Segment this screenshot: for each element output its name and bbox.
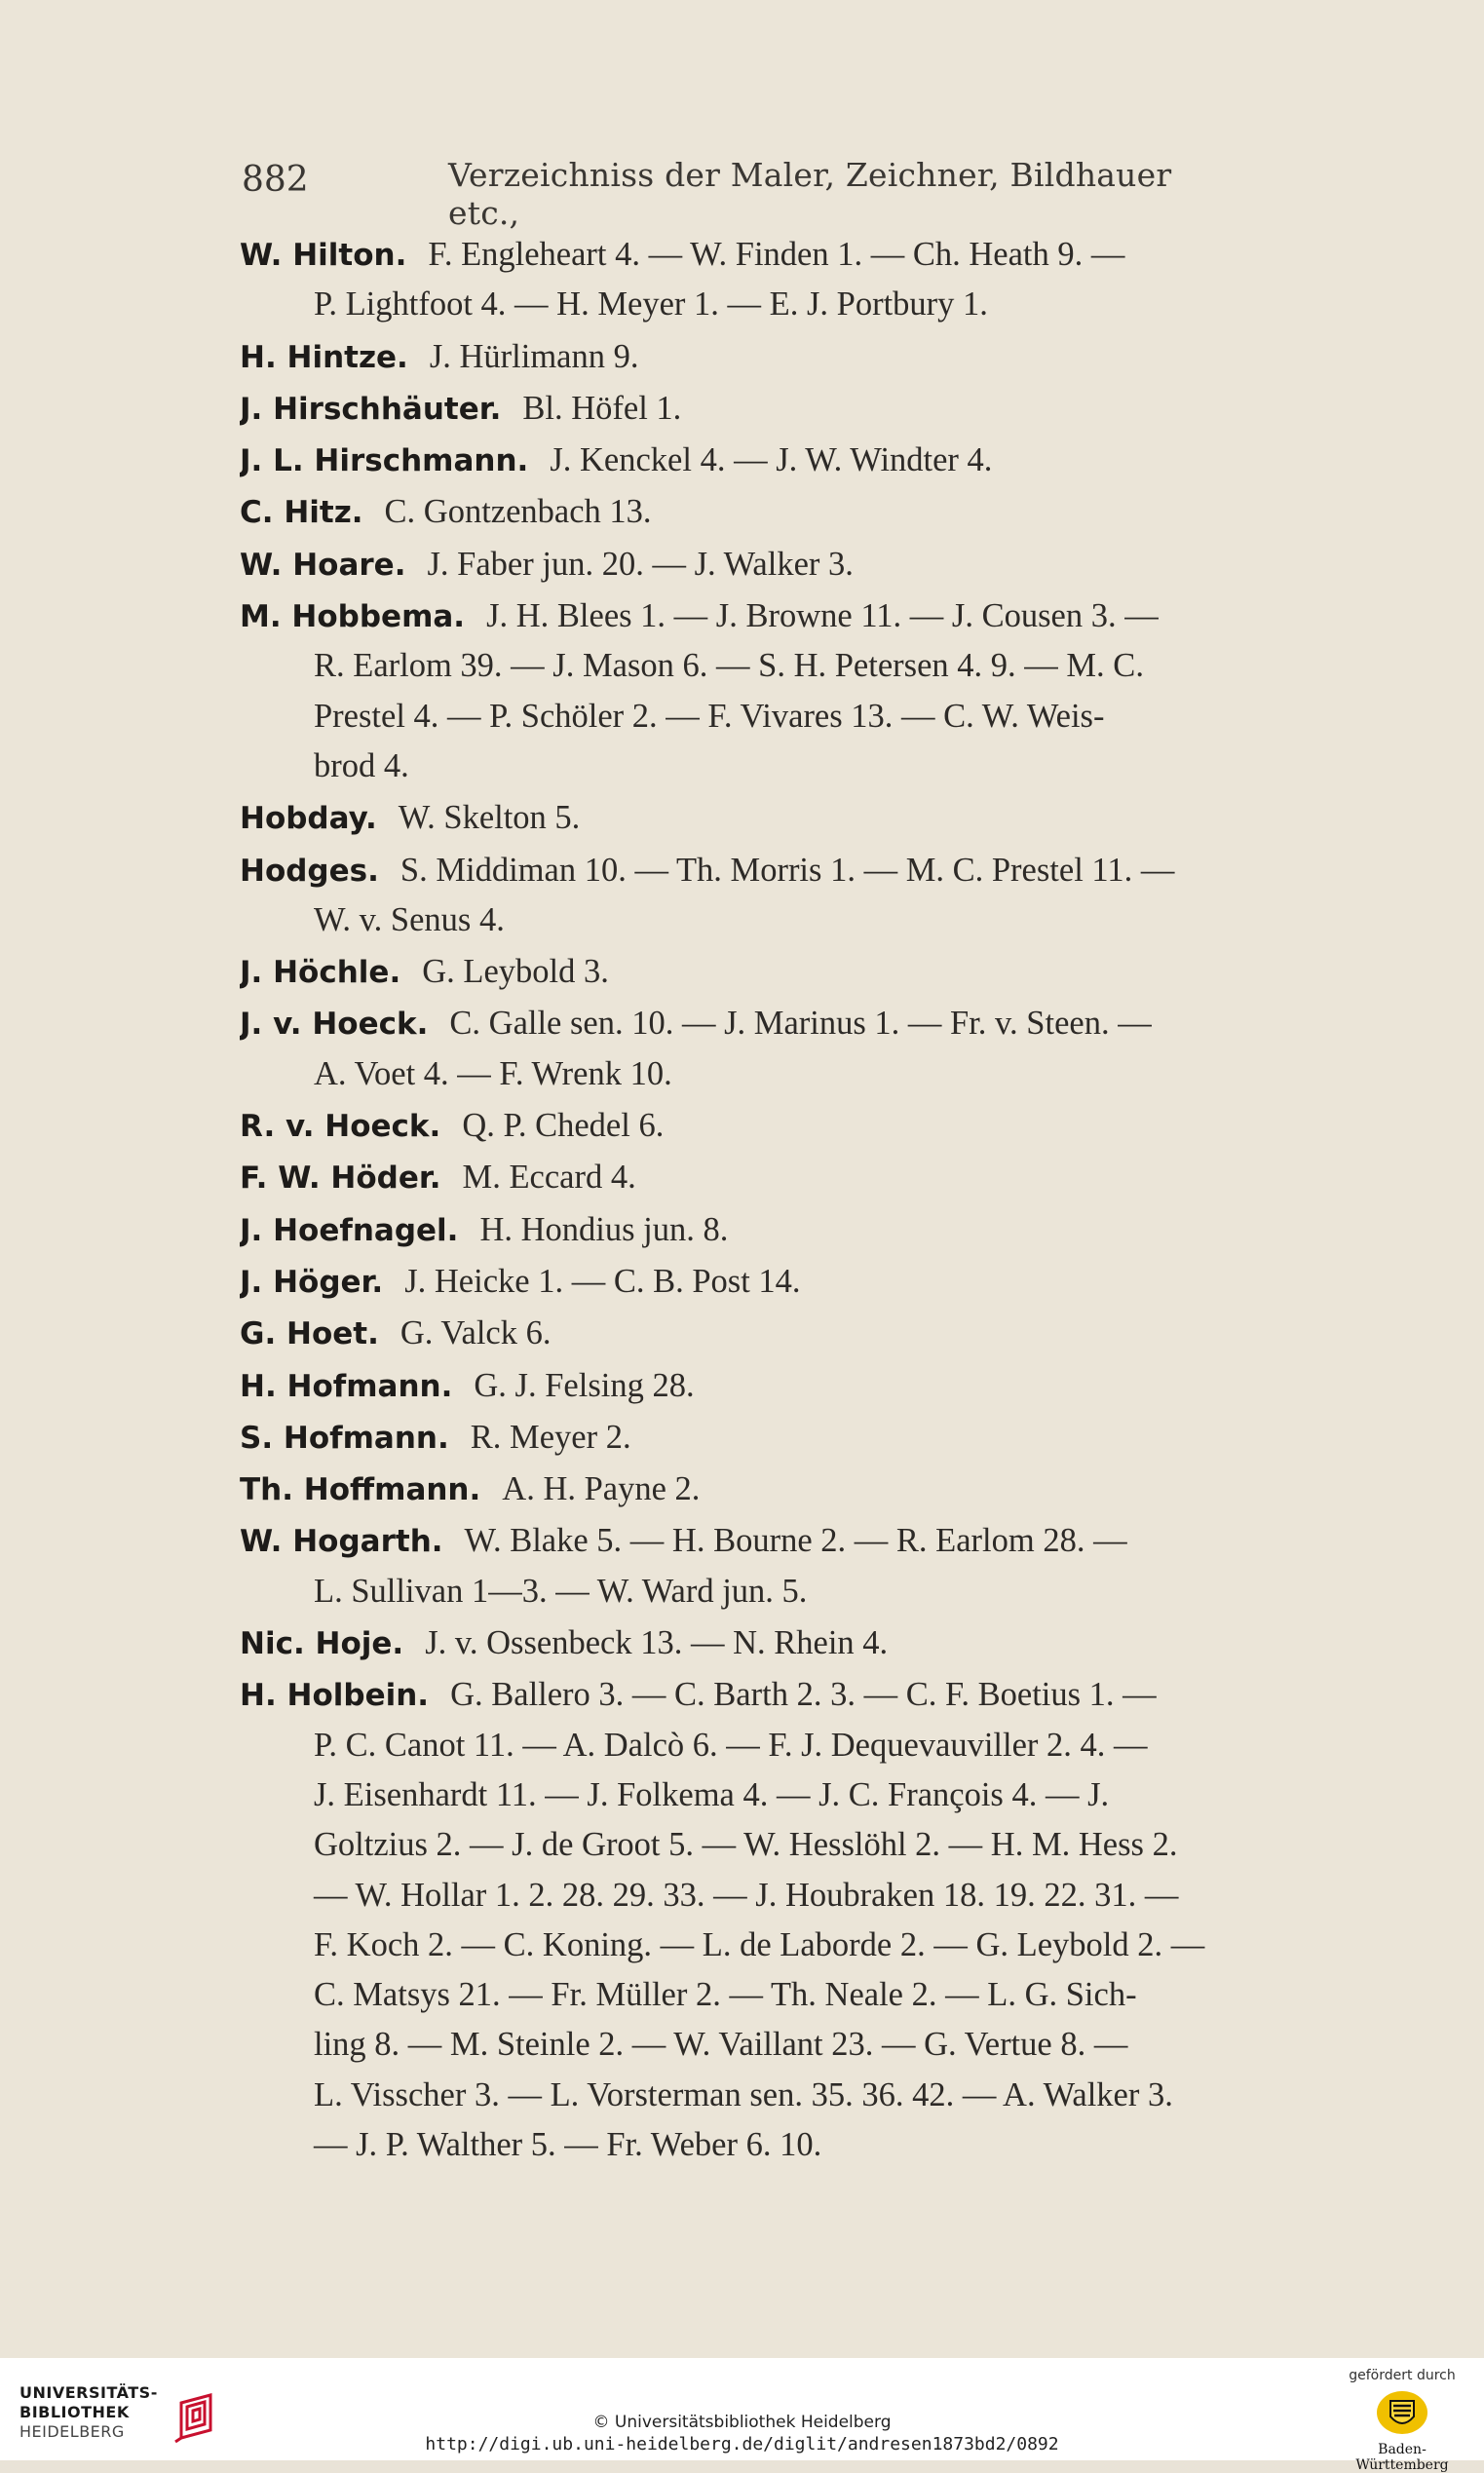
engraver-list: W. Skelton 5.: [398, 799, 581, 837]
index-entry: [240, 384, 1347, 434]
sponsor-block[interactable]: [1334, 2368, 1470, 2473]
copyright-notice: © Universitätsbibliothek Heidelberg: [592, 2413, 892, 2432]
index-entry: [240, 1205, 1347, 1255]
index-entry: [240, 591, 1347, 791]
index-entry: [240, 1618, 1347, 1668]
index-entry: [240, 1257, 1347, 1307]
engraver-list: G. J. Felsing 28.: [474, 1366, 695, 1404]
engraver-list: — J. P. Walther 5. — Fr. Weber 6. 10.: [314, 2125, 822, 2163]
index-entry: [240, 1413, 1347, 1463]
entry-continuation-line: [240, 2020, 1347, 2070]
index-entry: [240, 846, 1347, 946]
engraver-list: L. Visscher 3. — L. Vorsterman sen. 35. 36. 42. — A. Walker 3.: [314, 2075, 1173, 2113]
entry-continuation-line: [240, 2120, 1347, 2170]
engraver-list: P. Lightfoot 4. — H. Meyer 1. — E. J. Portbury 1.: [314, 285, 988, 323]
entry-first-line: [240, 1309, 1347, 1358]
index-entry: [240, 436, 1347, 485]
index-entry: [240, 332, 1347, 382]
engraver-list: J. H. Blees 1. — J. Browne 11. — J. Cousen 3. —: [486, 597, 1159, 635]
artist-name: G. Hoet.: [240, 1316, 379, 1352]
entry-first-line: [240, 1618, 1347, 1668]
entry-continuation-line: [240, 280, 1347, 329]
entry-continuation-line: [240, 1049, 1347, 1099]
artist-name: J. Höchle.: [240, 955, 401, 991]
index-entry: [240, 1670, 1347, 2170]
entry-first-line: [240, 436, 1347, 485]
entry-first-line: [240, 540, 1347, 590]
engraver-list: J. Eisenhardt 11. — J. Folkema 4. — J. C. François 4. — J.: [314, 1775, 1110, 1813]
engraver-list: C. Gontzenbach 13.: [384, 493, 652, 531]
engraver-list: R. Earlom 39. — J. Mason 6. — S. H. Petersen 4. 9. — M. C.: [314, 647, 1144, 685]
index-entry: [240, 793, 1347, 843]
entry-first-line: [240, 1205, 1347, 1255]
entry-first-line: [240, 1670, 1347, 1720]
library-name-line: HEIDELBERG: [19, 2422, 125, 2441]
entry-continuation-line: [240, 692, 1347, 742]
entry-continuation-line: [240, 1721, 1347, 1770]
artist-name: H. Hofmann.: [240, 1368, 453, 1404]
artist-name: H. Hintze.: [240, 339, 408, 375]
entry-first-line: [240, 1257, 1347, 1307]
entry-continuation-line: [240, 895, 1347, 945]
entry-first-line: [240, 1465, 1347, 1514]
entry-first-line: [240, 1516, 1347, 1566]
entry-first-line: [240, 487, 1347, 537]
artist-name: F. W. Höder.: [240, 1160, 441, 1197]
library-name-line: BIBLIOTHEK: [19, 2403, 130, 2421]
engraver-list: Prestel 4. — P. Schöler 2. — F. Vivares 13. — C. W. Weis-: [314, 697, 1105, 735]
index-entry: [240, 540, 1347, 590]
engraver-list: H. Hondius jun. 8.: [479, 1210, 729, 1248]
entry-first-line: [240, 999, 1347, 1048]
entry-continuation-line: [240, 1921, 1347, 1970]
artist-name: Hobday.: [240, 801, 377, 837]
library-name-line: UNIVERSITÄTS-: [19, 2383, 158, 2402]
index-entry: [240, 1309, 1347, 1358]
artist-name: W. Hogarth.: [240, 1524, 443, 1560]
engraver-list: Q. P. Chedel 6.: [462, 1107, 665, 1145]
artist-name: J. v. Hoeck.: [240, 1007, 429, 1043]
artist-name: C. Hitz.: [240, 495, 363, 531]
entry-first-line: [240, 846, 1347, 895]
entry-continuation-line: [240, 641, 1347, 691]
index-entry: [240, 1101, 1347, 1151]
index-entry: [240, 230, 1347, 330]
index-entry: [240, 487, 1347, 537]
entry-first-line: [240, 1361, 1347, 1411]
artist-name: Nic. Hoje.: [240, 1626, 404, 1662]
entry-continuation-line: [240, 742, 1347, 791]
entry-first-line: [240, 591, 1347, 641]
entry-first-line: [240, 384, 1347, 434]
page-number: 882: [242, 160, 309, 200]
engraver-list: C. Matsys 21. — Fr. Müller 2. — Th. Neale 2. — L. G. Sich-: [314, 1976, 1137, 2014]
engraver-list: L. Sullivan 1—3. — W. Ward jun. 5.: [314, 1572, 808, 1610]
state-coat-of-arms-icon: [1373, 2387, 1431, 2438]
engraver-list: C. Galle sen. 10. — J. Marinus 1. — Fr. v. Steen. —: [449, 1005, 1152, 1043]
engraver-list: J. v. Ossenbeck 13. — N. Rhein 4.: [425, 1624, 889, 1662]
entry-first-line: [240, 947, 1347, 997]
artist-name: J. Höger.: [240, 1264, 384, 1300]
entry-continuation-line: [240, 1970, 1347, 2020]
sponsor-name: Baden-Württemberg: [1355, 2442, 1449, 2473]
artist-name: S. Hofmann.: [240, 1420, 449, 1456]
footer-bar: [0, 2358, 1484, 2473]
artist-name: J. Hoefnagel.: [240, 1212, 459, 1248]
engraver-list: P. C. Canot 11. — A. Dalcò 6. — F. J. Dequevauviller 2. 4. —: [314, 1726, 1148, 1764]
running-title: Verzeichniss der Maler, Zeichner, Bildhauer etc.,: [448, 156, 1172, 232]
engraver-list: J. Kenckel 4. — J. W. Windter 4.: [550, 441, 993, 479]
engraver-list: W. Blake 5. — H. Bourne 2. — R. Earlom 28. —: [464, 1522, 1127, 1560]
artist-name: H. Holbein.: [240, 1678, 430, 1714]
entry-first-line: [240, 1413, 1347, 1463]
engraver-list: G. Leybold 3.: [422, 953, 609, 991]
engraver-list: J. Heicke 1. — C. B. Post 14.: [404, 1262, 801, 1300]
entry-continuation-line: [240, 1871, 1347, 1921]
entry-continuation-line: [240, 2071, 1347, 2120]
artist-name: R. v. Hoeck.: [240, 1109, 441, 1145]
sponsor-label: gefördert durch: [1349, 2368, 1456, 2383]
artist-name: J. Hirschhäuter.: [240, 391, 502, 427]
entry-continuation-line: [240, 1770, 1347, 1820]
artist-name: Hodges.: [240, 853, 379, 889]
index-entry: [240, 999, 1347, 1099]
engraver-list: W. v. Senus 4.: [314, 900, 505, 938]
entry-first-line: [240, 1153, 1347, 1202]
engraver-list: Bl. Höfel 1.: [522, 389, 682, 427]
entry-first-line: [240, 793, 1347, 843]
artist-name: M. Hobbema.: [240, 599, 466, 635]
artist-name: W. Hilton.: [240, 238, 407, 273]
entry-first-line: [240, 1101, 1347, 1151]
permalink-url[interactable]: http://digi.ub.uni-heidelberg.de/diglit/andresen1873bd2/0892: [425, 2434, 1059, 2454]
artist-index-list: [240, 230, 1347, 2172]
artist-name: Th. Hoffmann.: [240, 1472, 481, 1508]
engraver-list: ling 8. — M. Steinle 2. — W. Vaillant 23. — G. Vertue 8. —: [314, 2026, 1128, 2064]
engraver-list: S. Middiman 10. — Th. Morris 1. — M. C. Prestel 11. —: [400, 851, 1175, 889]
engraver-list: brod 4.: [314, 746, 409, 784]
entry-continuation-line: [240, 1567, 1347, 1617]
index-entry: [240, 1516, 1347, 1617]
engraver-list: A. Voet 4. — F. Wrenk 10.: [314, 1054, 672, 1092]
artist-name: J. L. Hirschmann.: [240, 443, 529, 479]
engraver-list: M. Eccard 4.: [462, 1159, 636, 1197]
engraver-list: — W. Hollar 1. 2. 28. 29. 33. — J. Houbraken 18. 19. 22. 31. —: [314, 1876, 1179, 1914]
engraver-list: G. Valck 6.: [400, 1314, 552, 1352]
entry-first-line: [240, 230, 1347, 280]
artist-name: W. Hoare.: [240, 547, 406, 583]
index-entry: [240, 1361, 1347, 1411]
entry-continuation-line: [240, 1820, 1347, 1870]
index-entry: [240, 1153, 1347, 1202]
entry-first-line: [240, 332, 1347, 382]
engraver-list: F. Koch 2. — C. Koning. — L. de Laborde 2. — G. Leybold 2. —: [314, 1925, 1205, 1963]
engraver-list: Goltzius 2. — J. de Groot 5. — W. Hesslöhl 2. — H. M. Hess 2.: [314, 1826, 1178, 1864]
engraver-list: J. Faber jun. 20. — J. Walker 3.: [427, 545, 854, 583]
index-entry: [240, 1465, 1347, 1514]
engraver-list: F. Engleheart 4. — W. Finden 1. — Ch. Heath 9. —: [428, 236, 1125, 273]
engraver-list: G. Ballero 3. — C. Barth 2. 3. — C. F. Boetius 1. —: [450, 1676, 1157, 1714]
engraver-list: J. Hürlimann 9.: [429, 337, 639, 375]
page-header: [242, 152, 1226, 232]
index-entry: [240, 947, 1347, 997]
engraver-list: R. Meyer 2.: [470, 1418, 631, 1456]
engraver-list: A. H. Payne 2.: [502, 1470, 701, 1508]
